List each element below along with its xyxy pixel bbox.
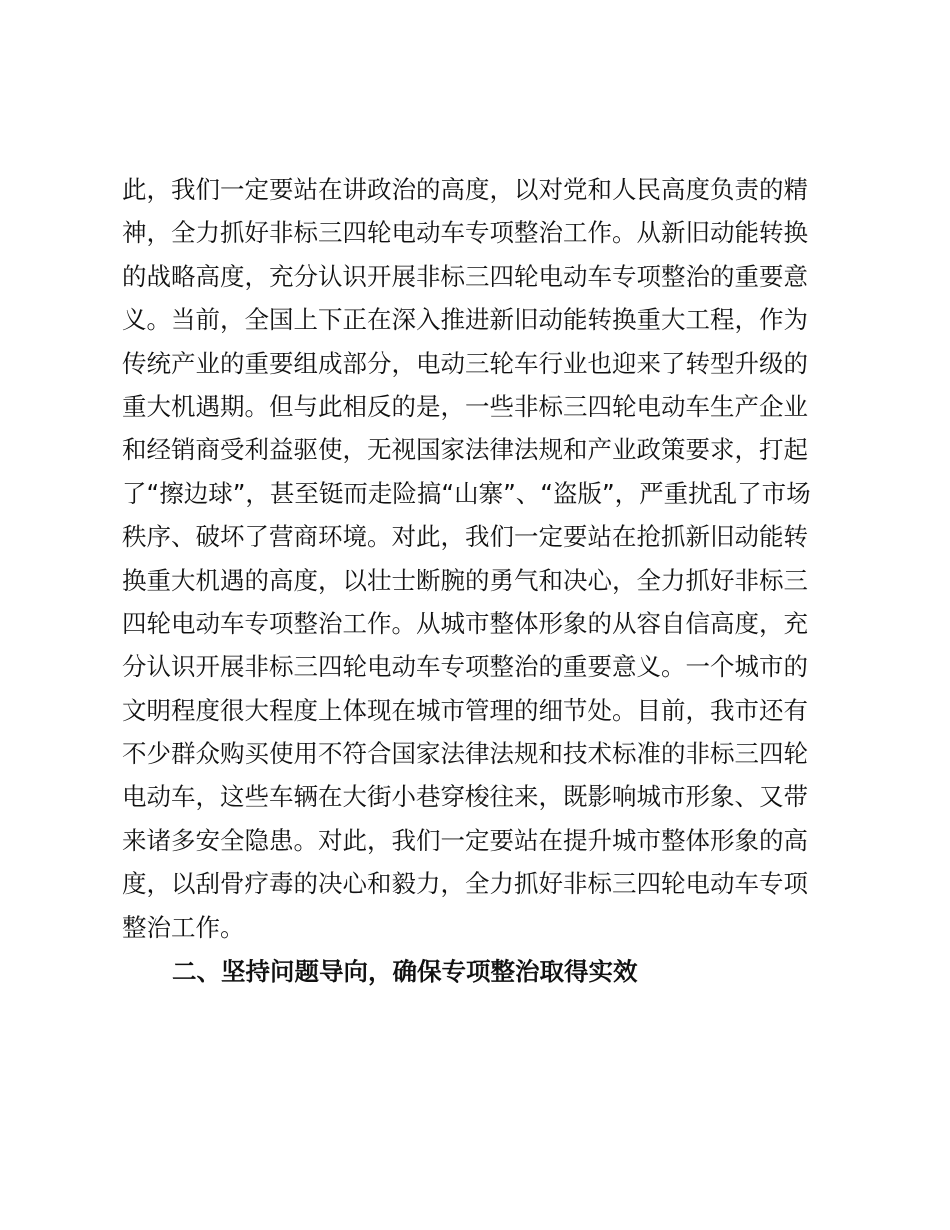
paragraph-line: 不少群众购买使用不符合国家法律法规和技术标准的非标三四轮 xyxy=(122,739,808,769)
paragraph-line: 重大机遇期。但与此相反的是，一些非标三四轮电动车生产企业 xyxy=(122,391,808,421)
paragraph-line: 文明程度很大程度上体现在城市管理的细节处。目前，我市还有 xyxy=(122,695,808,725)
paragraph-line: 此，我们一定要站在讲政治的高度，以对党和人民高度负责的精 xyxy=(122,175,808,204)
paragraph-line: 神，全力抓好非标三四轮电动车专项整治工作。从新旧动能转换 xyxy=(122,218,808,248)
paragraph-line: 的战略高度，充分认识开展非标三四轮电动车专项整治的重要意 xyxy=(122,261,808,291)
paragraph-line: 换重大机遇的高度，以壮士断腕的勇气和决心，全力抓好非标三 xyxy=(122,565,808,595)
paragraph-line: 分认识开展非标三四轮电动车专项整治的重要意义。一个城市的 xyxy=(122,652,808,682)
paragraph-line: 四轮电动车专项整治工作。从城市整体形象的从容自信高度，充 xyxy=(122,608,808,638)
body-paragraph xyxy=(122,168,842,949)
paragraph-line: 整治工作。 xyxy=(122,912,245,942)
paragraph-line: 电动车，这些车辆在大街小巷穿梭往来，既影响城市形象、又带 xyxy=(122,782,808,812)
paragraph-line: 传统产业的重要组成部分，电动三轮车行业也迎来了转型升级的 xyxy=(122,348,808,378)
paragraph-line: 来诸多安全隐患。对此，我们一定要站在提升城市整体形象的高 xyxy=(122,825,808,855)
section-heading: 二、坚持问题导向，确保专项整治取得实效 xyxy=(172,957,638,986)
paragraph-line: 了“擦边球”，甚至铤而走险搞“山寨”、“盗版”，严重扰乱了市场 xyxy=(122,478,811,508)
paragraph-line: 义。当前，全国上下正在深入推进新旧动能转换重大工程，作为 xyxy=(122,305,808,335)
paragraph-line: 度，以刮骨疗毒的决心和毅力，全力抓好非标三四轮电动车专项 xyxy=(122,869,808,899)
paragraph-line: 秩序、破坏了营商环境。对此，我们一定要站在抢抓新旧动能转 xyxy=(122,522,808,552)
paragraph-line: 和经销商受利益驱使，无视国家法律法规和产业政策要求，打起 xyxy=(122,435,808,465)
